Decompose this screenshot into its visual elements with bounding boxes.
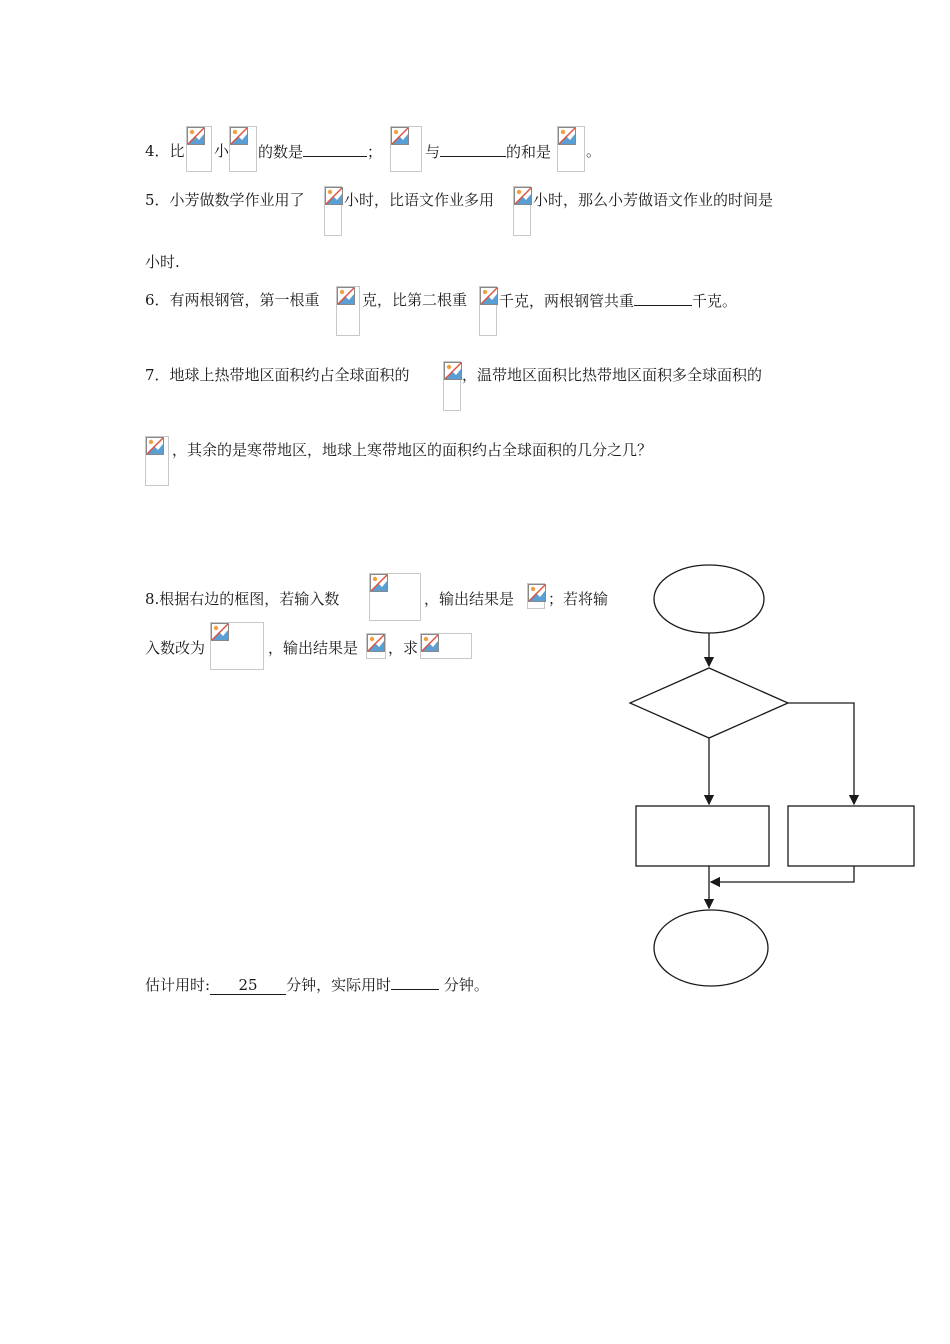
decision-diamond [630,668,788,738]
q8-line2a: 入数改为 [145,639,206,657]
q7-line2: ，其余的是寒带地区，地球上寒带地区的面积约占全球面积的几分之几？ [172,441,653,459]
q4-small: 小 [214,142,230,160]
q6-c: 千克，两根钢管共重 千克。 [499,292,738,310]
q7-line1a: 7．地球上热带地区面积约占全球面积的 [145,366,410,384]
q5-line2: 小时. [145,253,180,271]
q6-a: 6．有两根钢管，第一根重 [145,291,320,309]
actual-label: 分钟，实际用时 [286,976,392,994]
estimate-value: 25 [210,976,286,995]
q7-line1b: ，温带地区面积比热带地区面积多全球面积的 [462,366,763,384]
actual-time-blank[interactable] [391,975,439,990]
q8-line2c: ，求 [388,639,419,657]
arrow-right-process-merge [711,866,854,882]
start-terminal [654,565,764,633]
q8-line2b: ，输出结果是 [268,639,359,657]
q4-is-num: 的数是 ； [258,143,383,161]
q4-prefix: 4．比 [145,142,185,160]
q4-with: 与 的和是 [425,143,552,161]
end-terminal [654,910,768,986]
q8-line1a: 8.根据右边的框图，若输入数 [145,590,340,608]
q5-line1c: 小时，那么小芳做语文作业的时间是 [533,191,774,209]
q5-line1a: 5．小芳做数学作业用了 [145,191,305,209]
arrow-decision-to-right-process [788,703,854,804]
process-box-left [636,806,769,866]
minutes-label: 分钟。 [439,976,489,994]
q8-line1c: ；若将输 [548,590,609,608]
q5-line1b: 小时，比语文作业多用 [344,191,495,209]
q8-line1b: ，输出结果是 [424,590,515,608]
q6-b: 克，比第二根重 [362,291,468,309]
time-estimate-line [145,975,489,995]
q4-end: 。 [586,142,602,160]
process-box-right [788,806,914,866]
estimate-label: 估计用时: [145,976,211,994]
